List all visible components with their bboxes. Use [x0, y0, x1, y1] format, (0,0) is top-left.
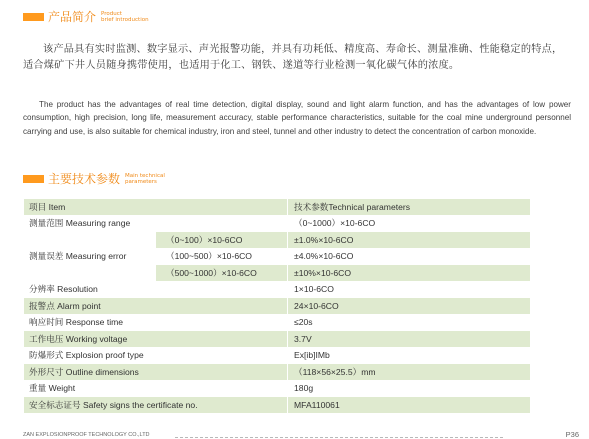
- row-label: 分辨率 Resolution: [24, 281, 288, 298]
- row-value: MFA110061: [288, 397, 531, 414]
- page-number: P36: [565, 430, 579, 439]
- table-row: [24, 314, 531, 331]
- row-label: 测量范围 Measuring range: [24, 215, 288, 232]
- row-value: ±4.0%×10-6CO: [288, 248, 531, 265]
- row-value: （0~1000）×10-6CO: [288, 215, 531, 232]
- row-sub: （100~500）×10-6CO: [156, 248, 288, 265]
- row-sub: （0~100）×10-6CO: [156, 232, 288, 249]
- table-row: [24, 281, 531, 298]
- intro-english: The product has the advantages of real time detection, digital display, sound and light alarm function, and has the advantages of low power consumption, high precision, long life, measurement accuracy, stable performance characteristics, suitable for the coal mine underground personnel carrying and use, is also suitable for chemical industry, iron and steel, tunnel and other industry to detect the concentration of carbon monoxide.: [23, 100, 571, 136]
- row-label: 工作电压 Working voltage: [24, 331, 288, 348]
- table-header-row: [24, 199, 531, 216]
- table-row: [24, 298, 531, 315]
- table-row: [24, 347, 531, 364]
- row-label: 防爆形式 Explosion proof type: [24, 347, 288, 364]
- row-label: 响应时间 Response time: [24, 314, 288, 331]
- section-bar-icon: [23, 13, 44, 21]
- row-value: ≤20s: [288, 314, 531, 331]
- header-param: 技术参数Technical parameters: [288, 199, 531, 216]
- row-value: （118×56×25.5）mm: [288, 364, 531, 381]
- header-item: 项目 Item: [24, 199, 288, 216]
- row-sub: （500~1000）×10-6CO: [156, 265, 288, 282]
- row-value: ±1.0%×10-6CO: [288, 232, 531, 249]
- table-row: [24, 380, 531, 397]
- section-subtitle: Product brief introduction: [101, 10, 149, 23]
- row-value: 24×10-6CO: [288, 298, 531, 315]
- row-value: ±10%×10-6CO: [288, 265, 531, 282]
- row-value: Ex[ib]IMb: [288, 347, 531, 364]
- table-row: [24, 232, 531, 249]
- section-bar-icon: [23, 175, 44, 183]
- table-row: [24, 364, 531, 381]
- table-row: [24, 215, 531, 232]
- tech-params-table: [23, 198, 531, 414]
- row-label: 测量误差 Measuring error: [24, 232, 156, 282]
- section-title: 产品简介: [48, 10, 97, 24]
- section-header-intro: [23, 10, 149, 24]
- table-row: [24, 397, 531, 414]
- section-header-params: [23, 172, 165, 186]
- row-label: 外形尺寸 Outline dimensions: [24, 364, 288, 381]
- intro-chinese: 该产品具有实时监测、数字显示、声光报警功能，并具有功耗低、精度高、寿命长、测量准确、性能稳定的特点，适合煤矿下井人员随身携带使用，也适用于化工、钢铁、遂道等行业检测一氧化碳气体的浓度。: [23, 44, 563, 71]
- section-title: 主要技术参数: [48, 172, 121, 186]
- footer-company: ZAN EXPLOSIONPROOF TECHNOLOGY CO.,LTD: [23, 432, 150, 438]
- row-label: 报警点 Alarm point: [24, 298, 288, 315]
- row-label: 重量 Weight: [24, 380, 288, 397]
- table-row: [24, 331, 531, 348]
- section-subtitle: Main technical parameters: [125, 172, 165, 185]
- row-value: 1×10-6CO: [288, 281, 531, 298]
- row-label: 安全标志证号 Safety signs the certificate no.: [24, 397, 288, 414]
- row-value: 3.7V: [288, 331, 531, 348]
- row-value: 180g: [288, 380, 531, 397]
